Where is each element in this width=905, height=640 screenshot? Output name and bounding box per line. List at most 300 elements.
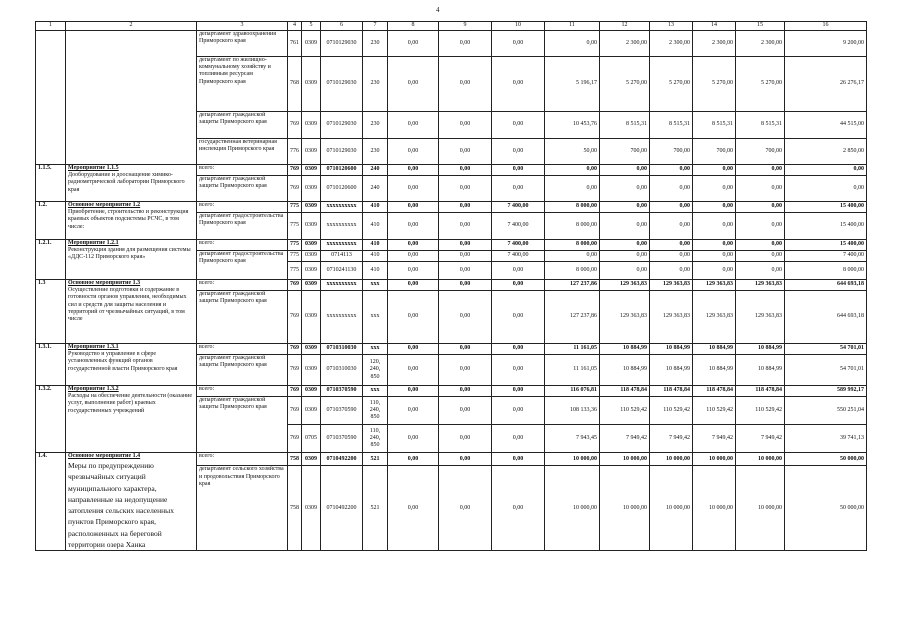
value-col15: 129 363,83 (736, 280, 785, 291)
value-col13: 129 363,83 (650, 280, 693, 291)
value-col11: 0,00 (545, 251, 600, 262)
value-col14: 10 000,00 (693, 453, 736, 466)
grbs-code: 775 (288, 213, 302, 240)
value-col8: 0,00 (388, 466, 439, 551)
value-col10: 0,00 (492, 57, 545, 112)
value-col10: 0,00 (492, 386, 545, 397)
value-col15: 0,00 (736, 213, 785, 240)
value-col9: 0,00 (439, 386, 492, 397)
value-col9: 0,00 (439, 251, 492, 262)
expense-type: 240 (363, 165, 388, 176)
measure-name (66, 386, 197, 453)
value-col15: 0,00 (736, 176, 785, 202)
executor: департамент гражданской защиты Приморского края (197, 355, 288, 386)
value-col8: 0,00 (388, 240, 439, 251)
value-col13: 129 363,83 (650, 291, 693, 344)
executor: департамент здравоохранения Приморского края (197, 31, 288, 57)
measure-title: Основное мероприятие 1.4 (68, 453, 141, 459)
expense-type: xxx (363, 386, 388, 397)
grbs-code: 769 (288, 291, 302, 344)
measure-name (66, 240, 197, 280)
value-col9: 0,00 (439, 425, 492, 453)
col-header: 5 (302, 22, 321, 31)
row-number: 1.3.2. (36, 386, 66, 453)
value-col15: 8 515,31 (736, 112, 785, 139)
value-col11: 108 133,36 (545, 397, 600, 425)
target-code: xxxxxxxxxx (321, 291, 363, 344)
value-col12: 7 949,42 (600, 425, 650, 453)
value-col13: 0,00 (650, 176, 693, 202)
total-value: 0,00 (785, 165, 867, 176)
section-code: 0309 (302, 112, 321, 139)
measure-name (66, 453, 197, 551)
section-code: 0309 (302, 165, 321, 176)
target-code: xxxxxxxxxx (321, 240, 363, 251)
value-col13: 0,00 (650, 213, 693, 240)
value-col15: 129 363,83 (736, 291, 785, 344)
value-col14: 0,00 (693, 165, 736, 176)
value-col9: 0,00 (439, 280, 492, 291)
target-code: 0710370590 (321, 386, 363, 397)
value-col9: 0,00 (439, 57, 492, 112)
value-col8: 0,00 (388, 112, 439, 139)
value-col12: 0,00 (600, 213, 650, 240)
total-value: 550 251,04 (785, 397, 867, 425)
value-col15: 2 300,00 (736, 31, 785, 57)
total-value: 26 276,17 (785, 57, 867, 112)
measure-title: Основное мероприятие 1.2 (68, 202, 141, 208)
executor: государственная ветеринарная инспекция Приморского края (197, 139, 288, 165)
target-code: xxxxxxxxxx (321, 280, 363, 291)
value-col11: 5 196,17 (545, 57, 600, 112)
measure-description: Реконструкция здания для размещения системы «ДДС-112 Приморского края» (68, 247, 191, 261)
table-row (36, 202, 867, 213)
value-col13: 10 000,00 (650, 453, 693, 466)
grbs-code: 769 (288, 112, 302, 139)
value-col15: 0,00 (736, 262, 785, 280)
section-code: 0309 (302, 355, 321, 386)
target-code: 0710492200 (321, 466, 363, 551)
value-col9: 0,00 (439, 202, 492, 213)
total-value: 54 701,01 (785, 344, 867, 355)
value-col12: 10 000,00 (600, 453, 650, 466)
executor: всего: (197, 280, 288, 291)
value-col11: 116 076,81 (545, 386, 600, 397)
measure-name (66, 280, 197, 344)
target-code: xxxxxxxxxx (321, 213, 363, 240)
value-col13: 700,00 (650, 139, 693, 165)
value-col8: 0,00 (388, 251, 439, 262)
col-header: 7 (363, 22, 388, 31)
grbs-code: 769 (288, 280, 302, 291)
value-col10: 0,00 (492, 139, 545, 165)
value-col14: 129 363,83 (693, 280, 736, 291)
value-col15: 10 000,00 (736, 466, 785, 551)
value-col12: 10 884,99 (600, 355, 650, 386)
section-code: 0309 (302, 397, 321, 425)
total-value: 8 000,00 (785, 262, 867, 280)
target-code: 0714113 (321, 251, 363, 262)
executor: департамент по жилищно-коммунальному хозяйству и топливным ресурсам Приморского края (197, 57, 288, 112)
value-col15: 10 884,99 (736, 344, 785, 355)
total-value: 50 000,00 (785, 453, 867, 466)
value-col13: 8 515,31 (650, 112, 693, 139)
measure-description: Дооборудование и дооснащение химико-радиометрической лаборатории Приморского края (68, 172, 185, 193)
executor: департамент гражданской защиты Приморского края (197, 397, 288, 453)
expense-type: 230 (363, 139, 388, 165)
value-col12: 0,00 (600, 240, 650, 251)
value-col8: 0,00 (388, 202, 439, 213)
col-header: 15 (736, 22, 785, 31)
value-col15: 5 270,00 (736, 57, 785, 112)
value-col8: 0,00 (388, 291, 439, 344)
value-col9: 0,00 (439, 453, 492, 466)
grbs-code: 769 (288, 355, 302, 386)
grbs-code: 769 (288, 165, 302, 176)
value-col11: 8 000,00 (545, 213, 600, 240)
value-col8: 0,00 (388, 57, 439, 112)
value-col12: 0,00 (600, 251, 650, 262)
value-col10: 0,00 (492, 262, 545, 280)
value-col14: 0,00 (693, 202, 736, 213)
section-code: 0309 (302, 57, 321, 112)
section-code: 0309 (302, 202, 321, 213)
executor: департамент гражданской защиты Приморского края (197, 112, 288, 139)
value-col12: 8 515,31 (600, 112, 650, 139)
executor: департамент градостроительства Приморского края (197, 213, 288, 240)
page-number: 4 (436, 6, 440, 14)
value-col12: 0,00 (600, 202, 650, 213)
value-col13: 10 884,99 (650, 344, 693, 355)
value-col14: 0,00 (693, 240, 736, 251)
value-col11: 50,00 (545, 139, 600, 165)
col-header: 11 (545, 22, 600, 31)
value-col13: 0,00 (650, 251, 693, 262)
value-col10: 0,00 (492, 453, 545, 466)
value-col11: 8 000,00 (545, 262, 600, 280)
grbs-code: 775 (288, 251, 302, 262)
col-header: 6 (321, 22, 363, 31)
grbs-code: 761 (288, 31, 302, 57)
value-col14: 0,00 (693, 176, 736, 202)
target-code: 0710120600 (321, 176, 363, 202)
total-value: 54 701,01 (785, 355, 867, 386)
target-code: 0710129030 (321, 139, 363, 165)
section-code: 0705 (302, 425, 321, 453)
value-col8: 0,00 (388, 355, 439, 386)
value-col9: 0,00 (439, 240, 492, 251)
value-col10: 0,00 (492, 291, 545, 344)
value-col8: 0,00 (388, 425, 439, 453)
section-code: 0309 (302, 280, 321, 291)
value-col15: 0,00 (736, 240, 785, 251)
total-value: 644 693,18 (785, 280, 867, 291)
value-col13: 0,00 (650, 262, 693, 280)
value-col9: 0,00 (439, 355, 492, 386)
value-col14: 118 478,84 (693, 386, 736, 397)
value-col12: 0,00 (600, 176, 650, 202)
row-number: 1.1.5. (36, 165, 66, 202)
col-header: 1 (36, 22, 66, 31)
value-col10: 7 400,00 (492, 251, 545, 262)
value-col9: 0,00 (439, 466, 492, 551)
value-col10: 0,00 (492, 112, 545, 139)
value-col10: 0,00 (492, 466, 545, 551)
expense-type: 240 (363, 176, 388, 202)
table-row (36, 453, 867, 466)
row-number: 1.3.1. (36, 344, 66, 386)
table-row (36, 344, 867, 355)
table-row (36, 386, 867, 397)
section-code: 0309 (302, 31, 321, 57)
col-header: 16 (785, 22, 867, 31)
value-col15: 7 949,42 (736, 425, 785, 453)
grbs-code: 776 (288, 139, 302, 165)
value-col10: 0,00 (492, 355, 545, 386)
value-col13: 118 478,84 (650, 386, 693, 397)
target-code: 0710129030 (321, 57, 363, 112)
value-col12: 5 270,00 (600, 57, 650, 112)
value-col13: 2 300,00 (650, 31, 693, 57)
measure-name (66, 202, 197, 240)
grbs-code: 768 (288, 57, 302, 112)
measure-description: Руководство и управление в сфере установленных функций органов государственной власти Приморского края (68, 351, 178, 372)
value-col8: 0,00 (388, 139, 439, 165)
expense-type: 410 (363, 251, 388, 262)
value-col13: 10 884,99 (650, 355, 693, 386)
expense-type: 230 (363, 112, 388, 139)
value-col8: 0,00 (388, 213, 439, 240)
value-col11: 0,00 (545, 176, 600, 202)
total-value: 589 992,17 (785, 386, 867, 397)
table-row (36, 31, 867, 57)
col-header: 4 (288, 22, 302, 31)
col-header: 9 (439, 22, 492, 31)
value-col8: 0,00 (388, 397, 439, 425)
value-col10: 0,00 (492, 344, 545, 355)
target-code: 0710492200 (321, 453, 363, 466)
grbs-code: 775 (288, 202, 302, 213)
grbs-code: 769 (288, 176, 302, 202)
total-value: 50 000,00 (785, 466, 867, 551)
grbs-code: 758 (288, 453, 302, 466)
executor: всего: (197, 386, 288, 397)
col-header: 3 (197, 22, 288, 31)
value-col10: 0,00 (492, 165, 545, 176)
value-col11: 8 000,00 (545, 202, 600, 213)
expense-type: 110, 240, 850 (363, 397, 388, 425)
value-col12: 2 300,00 (600, 31, 650, 57)
value-col11: 127 237,86 (545, 291, 600, 344)
value-col15: 0,00 (736, 165, 785, 176)
total-value: 0,00 (785, 176, 867, 202)
value-col15: 10 000,00 (736, 453, 785, 466)
value-col8: 0,00 (388, 280, 439, 291)
value-col8: 0,00 (388, 262, 439, 280)
section-code: 0309 (302, 453, 321, 466)
value-col9: 0,00 (439, 31, 492, 57)
executor: департамент градостроительства Приморского края (197, 251, 288, 280)
measure-description: Приобретение, строительство и реконструкция краевых объектов подсистемы РСЧС, в том числе: (68, 209, 189, 230)
executor: всего: (197, 165, 288, 176)
total-value: 15 400,00 (785, 240, 867, 251)
row-number: 1.3 (36, 280, 66, 344)
target-code: 0710120600 (321, 165, 363, 176)
section-code: 0309 (302, 176, 321, 202)
value-col15: 0,00 (736, 251, 785, 262)
value-col8: 0,00 (388, 31, 439, 57)
value-col15: 0,00 (736, 202, 785, 213)
section-code: 0309 (302, 386, 321, 397)
expense-type: 230 (363, 31, 388, 57)
value-col15: 118 478,84 (736, 386, 785, 397)
measure-description: Расходы на обеспечение деятельности (оказание услуг, выполнение работ) краевых государственных учреждений (68, 393, 193, 414)
value-col13: 5 270,00 (650, 57, 693, 112)
target-code: 0710310030 (321, 344, 363, 355)
value-col10: 7 400,00 (492, 213, 545, 240)
section-code: 0309 (302, 291, 321, 344)
section-code: 0309 (302, 466, 321, 551)
section-code: 0309 (302, 213, 321, 240)
value-col14: 0,00 (693, 251, 736, 262)
table-row (36, 165, 867, 176)
value-col9: 0,00 (439, 344, 492, 355)
grbs-code: 769 (288, 425, 302, 453)
expense-type: 230 (363, 57, 388, 112)
executor: всего: (197, 240, 288, 251)
value-col14: 10 884,99 (693, 344, 736, 355)
total-value: 2 850,00 (785, 139, 867, 165)
total-value: 15 400,00 (785, 202, 867, 213)
value-col14: 5 270,00 (693, 57, 736, 112)
total-value: 9 200,00 (785, 31, 867, 57)
col-header: 10 (492, 22, 545, 31)
value-col9: 0,00 (439, 139, 492, 165)
value-col12: 110 529,42 (600, 397, 650, 425)
grbs-code: 758 (288, 466, 302, 551)
value-col14: 2 300,00 (693, 31, 736, 57)
col-header: 14 (693, 22, 736, 31)
value-col12: 0,00 (600, 262, 650, 280)
col-header: 8 (388, 22, 439, 31)
measure-title: Мероприятие 1.3.1 (68, 344, 119, 350)
value-col12: 700,00 (600, 139, 650, 165)
measure-description: Осуществление подготовки и содержание в готовности органов управления, необходимых сил и средств для защиты населения и территорий от чрезвычайных ситуаций, в том числе (68, 287, 187, 322)
target-code: 0710241130 (321, 262, 363, 280)
value-col10: 7 400,00 (492, 240, 545, 251)
measure-description: Меры по предупреждению чрезвычайных ситуаций муниципального характера, направленные на недопущение затопления сельских населенных пунктов Приморского края, расположенных на береговой территории озера Ханка (68, 461, 174, 549)
executor: всего: (197, 453, 288, 466)
expense-type: 410 (363, 213, 388, 240)
value-col10: 0,00 (492, 176, 545, 202)
col-header: 12 (600, 22, 650, 31)
measure-name (66, 165, 197, 202)
measure-name (66, 31, 197, 165)
value-col9: 0,00 (439, 112, 492, 139)
budget-table (35, 21, 867, 551)
table-body (36, 31, 867, 551)
grbs-code: 775 (288, 262, 302, 280)
value-col15: 10 884,99 (736, 355, 785, 386)
target-code: 0710129030 (321, 31, 363, 57)
value-col8: 0,00 (388, 386, 439, 397)
value-col13: 10 000,00 (650, 466, 693, 551)
col-header: 2 (66, 22, 197, 31)
table-row (36, 240, 867, 251)
value-col11: 11 161,05 (545, 355, 600, 386)
grbs-code: 769 (288, 397, 302, 425)
value-col11: 10 000,00 (545, 466, 600, 551)
target-code: 0710129030 (321, 112, 363, 139)
value-col10: 0,00 (492, 280, 545, 291)
value-col8: 0,00 (388, 176, 439, 202)
target-code: 0710310030 (321, 355, 363, 386)
header-row (36, 22, 867, 31)
section-code: 0309 (302, 240, 321, 251)
grbs-code: 769 (288, 386, 302, 397)
measure-title: Мероприятие 1.3.2 (68, 386, 119, 392)
value-col13: 110 529,42 (650, 397, 693, 425)
expense-type: 110, 240, 850 (363, 425, 388, 453)
value-col11: 11 161,05 (545, 344, 600, 355)
value-col12: 118 478,84 (600, 386, 650, 397)
value-col12: 129 363,83 (600, 291, 650, 344)
value-col12: 0,00 (600, 165, 650, 176)
executor: департамент гражданской защиты Приморского края (197, 291, 288, 344)
value-col14: 700,00 (693, 139, 736, 165)
expense-type: 410 (363, 202, 388, 213)
value-col10: 0,00 (492, 397, 545, 425)
target-code: 0710370590 (321, 397, 363, 425)
row-number (36, 31, 66, 165)
value-col15: 700,00 (736, 139, 785, 165)
value-col9: 0,00 (439, 213, 492, 240)
value-col10: 0,00 (492, 425, 545, 453)
expense-type: 521 (363, 466, 388, 551)
expense-type: 120, 240, 850 (363, 355, 388, 386)
row-number: 1.4. (36, 453, 66, 551)
value-col14: 10 884,99 (693, 355, 736, 386)
total-value: 44 515,00 (785, 112, 867, 139)
value-col11: 127 237,86 (545, 280, 600, 291)
expense-type: xxx (363, 344, 388, 355)
executor: всего: (197, 202, 288, 213)
grbs-code: 775 (288, 240, 302, 251)
value-col14: 10 000,00 (693, 466, 736, 551)
target-code: 0710370590 (321, 425, 363, 453)
total-value: 644 693,18 (785, 291, 867, 344)
measure-title: Мероприятие 1.1.5 (68, 165, 119, 171)
value-col11: 7 943,45 (545, 425, 600, 453)
value-col10: 0,00 (492, 31, 545, 57)
value-col12: 10 000,00 (600, 466, 650, 551)
executor: департамент сельского хозяйства и продовольствия Приморского края (197, 466, 288, 551)
value-col13: 0,00 (650, 165, 693, 176)
total-value: 7 400,00 (785, 251, 867, 262)
col-header: 13 (650, 22, 693, 31)
row-number: 1.2. (36, 202, 66, 240)
table-row (36, 280, 867, 291)
measure-title: Основное мероприятие 1.3 (68, 280, 141, 286)
value-col13: 0,00 (650, 240, 693, 251)
value-col11: 10 000,00 (545, 453, 600, 466)
expense-type: xxx (363, 280, 388, 291)
expense-type: 410 (363, 262, 388, 280)
section-code: 0309 (302, 251, 321, 262)
measure-name (66, 344, 197, 386)
value-col11: 8 000,00 (545, 240, 600, 251)
value-col8: 0,00 (388, 344, 439, 355)
